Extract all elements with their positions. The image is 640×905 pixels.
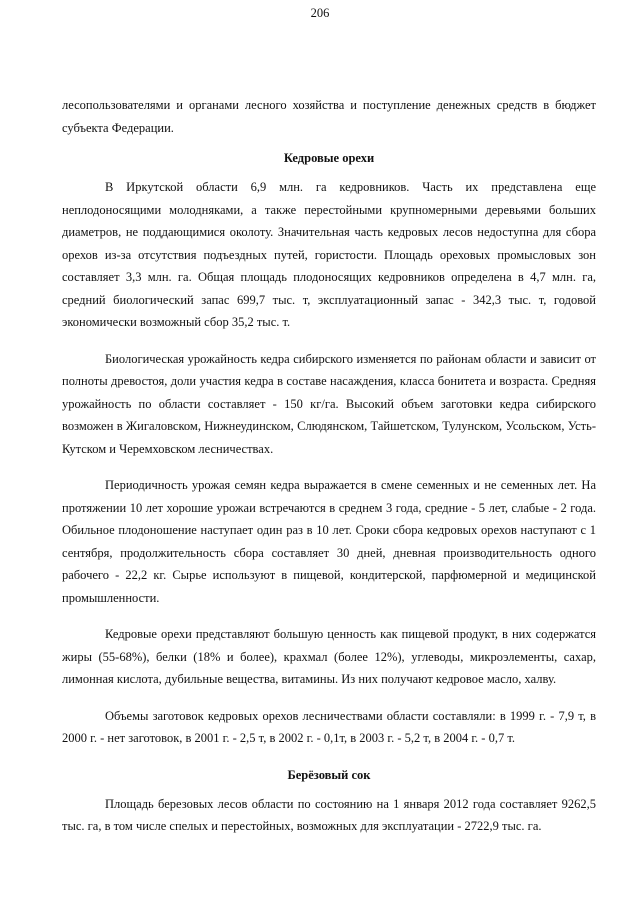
page-number: 206 xyxy=(310,6,330,20)
intro-paragraph: лесопользователями и органами лесного хозяйства и поступление денежных средств в бюджет субъекта Федерации. xyxy=(62,98,596,135)
document-body xyxy=(62,94,596,838)
section-heading-cedar-nuts: Кедровые орехи xyxy=(283,151,375,165)
cedar-paragraph-2: Биологическая урожайность кедра сибирского изменяется по районам области и зависит от полноты древостоя, доли участия кедра в составе насаждения, класса бонитета и возраста. Средняя урожайность по области составляет - 150 кг/га. Высокий объем заготовки кедра сибирского возможен в Жигаловском, Нижнеудинском, Слюдянском, Тайшетском, Тулунском, Усольском, Усть-Кутском и Черемховском лесничествах. xyxy=(62,351,596,456)
cedar-paragraph-1: В Иркутской области 6,9 млн. га кедровников. Часть их представлена еще неплодоносящими молодняками, а также перестойными крупномерными деревьями больших диаметров, не поддающимися околоту. Значительная часть кедровых лесов недоступна для сбора орехов из-за отсутствия подъездных путей, гористости. Площадь ореховых промысловых зон составляет 3,3 млн. га. Общая площадь плодоносящих кедровников определена в 4,7 млн. га, средний биологический запас 699,7 тыс. т, эксплуатационный запас - 342,3 тыс. т, годовой экономически возможный сбор 35,2 тыс. т. xyxy=(62,180,596,329)
birch-paragraph-1: Площадь березовых лесов области по состоянию на 1 января 2012 года составляет 9262,5 тыс. га, в том числе спелых и перестойных, возможных для эксплуатации - 2722,9 тыс. га. xyxy=(62,796,596,833)
cedar-paragraph-5: Объемы заготовок кедровых орехов лесничествами области составляли: в 1999 г. - 7,9 т, в 2000 г. - нет заготовок, в 2001 г. - 2,5 т, в 2002 г. - 0,1т, в 2003 г. - 5,2 т, в 2004 г. - 0,7 т. xyxy=(62,708,596,745)
cedar-paragraph-3: Периодичность урожая семян кедра выражается в смене семенных и не семенных лет. На протяжении 10 лет хорошие урожаи встречаются в среднем 3 года, средние - 5 лет, слабые - 2 года. Обильное плодоношение наступает один раз в 10 лет. Сроки сбора кедровых орехов наступают с 1 сентября, продолжительность сбора составляет 30 дней, дневная производительность одного рабочего - 22,2 кг. Сырье используют в пищевой, кондитерской, парфюмерной и медицинской промышленности. xyxy=(62,478,596,605)
section-heading-birch-sap: Берёзовый сок xyxy=(287,767,371,782)
cedar-paragraph-4: Кедровые орехи представляют большую ценность как пищевой продукт, в них содержатся жиры (55-68%), белки (18% и более), крахмал (более 12%), углеводы, микроэлементы, сахар, лимонная кислота, дубильные вещества, витамины. Из них получают кедровое масло, халву. xyxy=(62,627,596,686)
